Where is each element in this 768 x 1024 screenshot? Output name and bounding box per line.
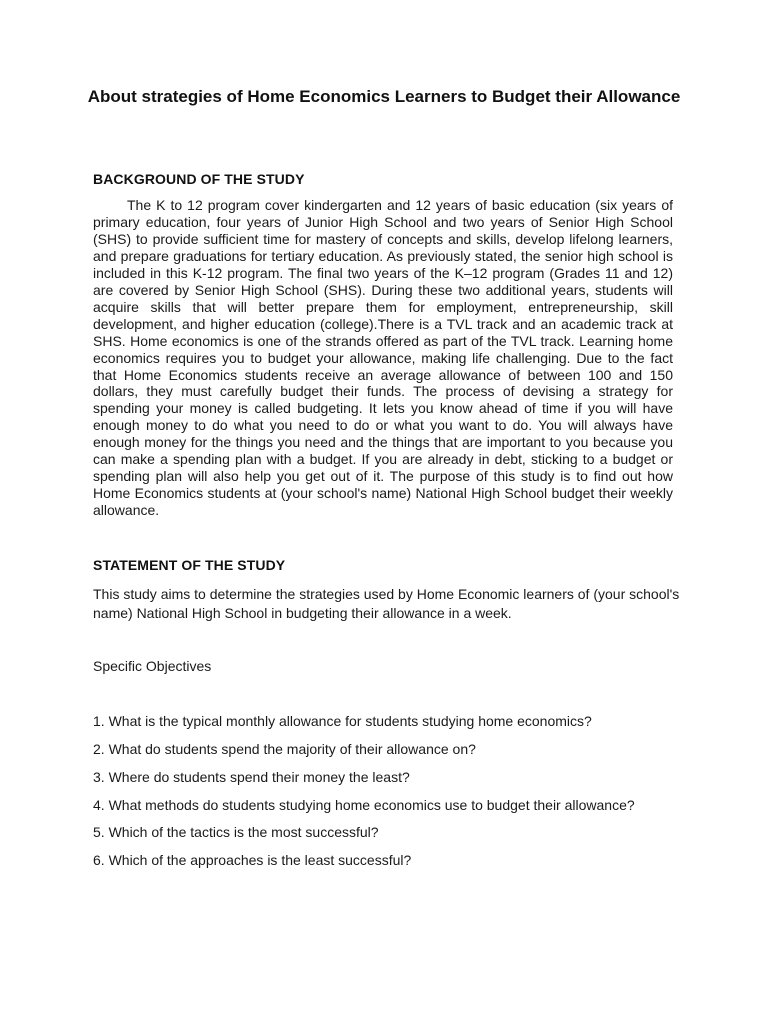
objective-item: 4. What methods do students studying home economics use to budget their allowance?: [93, 797, 635, 813]
document-title: About strategies of Home Economics Learners to Budget their Allowance: [87, 87, 681, 106]
background-paragraph: The K to 12 program cover kindergarten and 12 years of basic education (six years of primary education, four years of Junior High School and two years of Senior High School (SHS) to provide sufficient time for mastery of concepts and skills, develop lifelong learners, and prepare graduations for tertiary education. As previously stated, the senior high school is included in this K-12 program. The final two years of the K–12 program (Grades 11 and 12) are covered by Senior High School (SHS). During these two additional years, students will acquire skills that will better prepare them for employment, entrepreneurship, skill development, and higher education (college).There is a TVL track and an academic track at SHS. Home economics is one of the strands offered as part of the TVL track. Learning home economics requires you to budget your allowance, making life challenging. Due to the fact that Home Economics students receive an average allowance of between 100 and 150 dollars, they must carefully budget their funds. The process of devising a strategy for spending your money is called budgeting. It lets you know ahead of time if you will have enough money to do what you need to do or what you want to do. You will always have enough money for the things you need and the things that are important to you because you can make a spending plan with a budget. If you are already in debt, sticking to a budget or spending plan will also help you get out of it. The purpose of this study is to find out how Home Economics students at (your school's name) National High School budget their weekly allowance.: [93, 197, 673, 519]
objective-item: 5. Which of the tactics is the most successful?: [93, 824, 379, 840]
objectives-list: [93, 712, 673, 879]
objective-item: 1. What is the typical monthly allowance for students studying home economics?: [93, 713, 592, 729]
statement-heading: STATEMENT OF THE STUDY: [93, 557, 286, 573]
specific-objectives-heading: Specific Objectives: [93, 658, 212, 674]
background-heading: BACKGROUND OF THE STUDY: [93, 171, 305, 187]
statement-paragraph: This study aims to determine the strategies used by Home Economic learners of (your school's name) National High School in budgeting their allowance in a week.: [93, 586, 680, 621]
objective-item: 6. Which of the approaches is the least successful?: [93, 852, 412, 868]
objective-item: 3. Where do students spend their money the least?: [93, 769, 410, 785]
objective-item: 2. What do students spend the majority of their allowance on?: [93, 741, 476, 757]
